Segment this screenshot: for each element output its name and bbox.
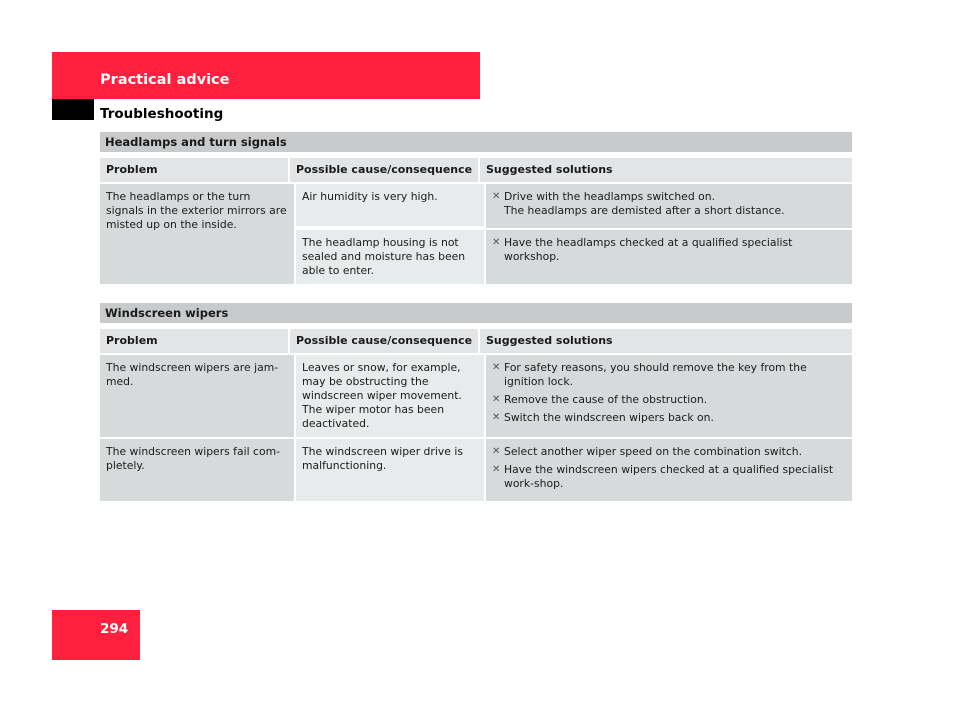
- col-header-problem: Problem: [100, 329, 288, 353]
- solutions-cell: [486, 355, 852, 437]
- arrow-bullet-icon: ✕: [492, 362, 501, 373]
- arrow-bullet-icon: ✕: [492, 464, 501, 475]
- table-title: Headlamps and turn signals: [100, 132, 852, 152]
- wipers-table: [100, 303, 852, 501]
- solution-item: ✕ Have the headlamps checked at a qualified specialist workshop.: [492, 236, 793, 263]
- cause-cell: The windscreen wiper drive is malfunctioning.: [296, 439, 484, 501]
- cause-cell: The headlamp housing is not sealed and moisture has been able to enter.: [296, 230, 484, 284]
- col-header-cause: Possible cause/consequence: [290, 158, 478, 182]
- cause-subrow: [296, 230, 852, 284]
- solution-item: ✕ For safety reasons, you should remove the key from the ignition lock.: [492, 361, 807, 388]
- page-number: 294: [100, 621, 129, 637]
- cause-cell: Air humidity is very high.: [296, 184, 484, 226]
- solution-item: ✕ Switch the windscreen wipers back on.: [492, 411, 714, 424]
- headlamps-table: [100, 132, 852, 284]
- section-title: Practical advice: [100, 72, 230, 88]
- col-header-solutions: Suggested solutions: [480, 158, 852, 182]
- table-row: [100, 439, 852, 501]
- arrow-bullet-icon: ✕: [492, 237, 501, 248]
- cause-subrow: [296, 184, 852, 228]
- cause-cell: Leaves or snow, for example, may be obstructing the windscreen wiper movement. The wiper motor has been deactivated.: [296, 355, 484, 437]
- table-header-row: [100, 329, 852, 353]
- table-title: Windscreen wipers: [100, 303, 852, 323]
- section-banner: [52, 52, 480, 99]
- table-header-row: [100, 158, 852, 182]
- table-row: [100, 184, 852, 284]
- chapter-title: Troubleshooting: [100, 106, 224, 122]
- col-header-cause: Possible cause/consequence: [290, 329, 478, 353]
- arrow-bullet-icon: ✕: [492, 394, 501, 405]
- problem-cell: The windscreen wipers fail com-pletely.: [100, 439, 294, 501]
- chapter-marker: [52, 99, 94, 120]
- solution-item: ✕ Have the windscreen wipers checked at a qualified specialist work-shop.: [492, 463, 834, 490]
- col-header-problem: Problem: [100, 158, 288, 182]
- arrow-bullet-icon: ✕: [492, 446, 501, 457]
- table-row: [100, 355, 852, 437]
- solution-item: ✕ Select another wiper speed on the combination switch.: [492, 445, 803, 458]
- solutions-cell: [486, 439, 852, 501]
- arrow-bullet-icon: ✕: [492, 191, 501, 202]
- arrow-bullet-icon: ✕: [492, 412, 501, 423]
- problem-cell: The headlamps or the turn signals in the exterior mirrors are misted up on the inside.: [100, 184, 294, 284]
- solution-item: ✕ Remove the cause of the obstruction.: [492, 393, 708, 406]
- problem-cell: The windscreen wipers are jam-med.: [100, 355, 294, 437]
- col-header-solutions: Suggested solutions: [480, 329, 852, 353]
- solution-item: ✕ Drive with the headlamps switched on. The headlamps are demisted after a short distance.: [492, 190, 785, 217]
- page-number-tab: [52, 610, 140, 660]
